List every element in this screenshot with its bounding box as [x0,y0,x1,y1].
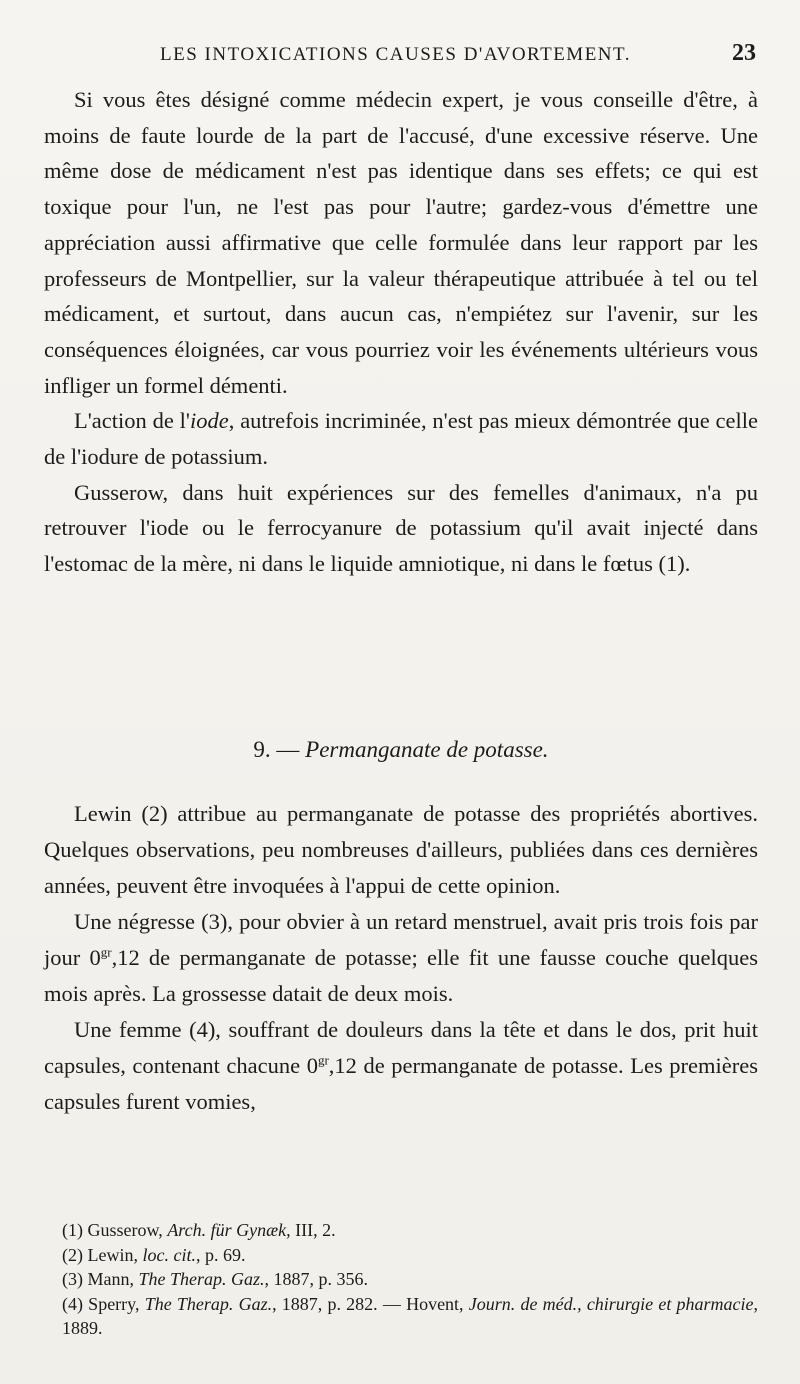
citation-title: loc. cit. [142,1244,196,1265]
text-run: (4) Sperry, [62,1293,145,1314]
text-run: ,12 de permanganate de potasse; elle fit une fausse couche quelques mois après. La grossesse datait de deux mois. [44,945,759,1006]
page-number: 23 [732,40,756,66]
footnotes [44,1218,758,1341]
text-run: L'action de l' [74,408,190,434]
unit-superscript: gr [100,944,112,960]
paragraph [44,403,758,474]
section-heading [44,732,758,768]
text-run: , 1887, p. 356. [264,1269,368,1289]
footnote [44,1292,758,1341]
text-run: III, 2. [290,1220,336,1240]
text-run: , 1887, p. 282. — Hovent, [272,1293,469,1314]
text-run: Une négresse (3), pour obvier à un retard menstruel, avait pris trois fois par jour 0 [44,909,758,970]
paragraph: Gusserow, dans huit expériences sur des femelles d'animaux, n'a pu retrouver l'iode ou le ferrocyanure de potassium qu'il avait injecté dans l'estomac de la mère, ni dans le liquide amniotique, ni dans le fœtus (1). [44,479,758,577]
citation-title: The Therap. Gaz. [144,1293,273,1314]
text-run: ,12 de permanganate de potasse. Les premières capsules furent vomies, [44,1053,758,1114]
citation-title: The Therap. Gaz. [138,1269,265,1289]
text-run: , p. 69. [195,1244,246,1265]
section-title: Permanganate de potasse. [305,737,549,762]
text-run: (3) Mann, [62,1269,139,1289]
text-run: Une femme (4), souffrant de douleurs dans la tête et dans le dos, prit huit capsules, contenant chacune 0 [44,1017,758,1078]
text-run: (1) Gusserow, [62,1220,168,1240]
paragraph: Si vous êtes désigné comme médecin expert, je vous conseille d'être, à moins de faute lourde de la part de l'accusé, d'une excessive réserve. Une même dose de médicament n'est pas identique dans ses effets; ce qui est toxique pour l'un, ne l'est pas pour l'autre; gardez-vous d'émettre une appréciation aussi affirmative que celle formulée dans leur rapport par les professeurs de Montpellier, sur la valeur thérapeutique attribuée à tel ou tel médicament, et surtout, dans aucun cas, n'empiétez sur l'avenir, sur les conséquences éloignées, car vous pourriez voir les événements ultérieurs vous infliger un formel démenti. [44,87,758,398]
section-number: 9. — [253,737,300,762]
paragraph [44,904,758,1012]
running-title: LES INTOXICATIONS CAUSES D'AVORTEMENT. [160,44,631,65]
text-run: (2) Lewin, [62,1244,143,1265]
italic-term: iode [189,408,229,434]
unit-superscript: gr [317,1052,329,1068]
paragraph [44,1012,758,1120]
footnote [44,1243,758,1268]
paragraph: Lewin (2) attribue au permanganate de potasse des propriétés abortives. Quelques observations, peu nombreuses d'ailleurs, publiées dans ces dernières années, peuvent être invoquées à l'appui de cette opinion. [44,801,758,898]
footnote [44,1218,758,1243]
citation-title: Arch. für Gynæk, [167,1220,291,1240]
section-text [44,796,758,1120]
main-text [44,82,758,582]
page-header [160,40,760,72]
footnote [44,1267,758,1292]
citation-title: Journ. de méd., chirurgie et pharmacie [468,1293,754,1314]
text-run: , autrefois incriminée, n'est pas mieux démontrée que celle de l'iodure de potassium. [44,408,758,470]
text-run: , 1889. [62,1293,758,1338]
